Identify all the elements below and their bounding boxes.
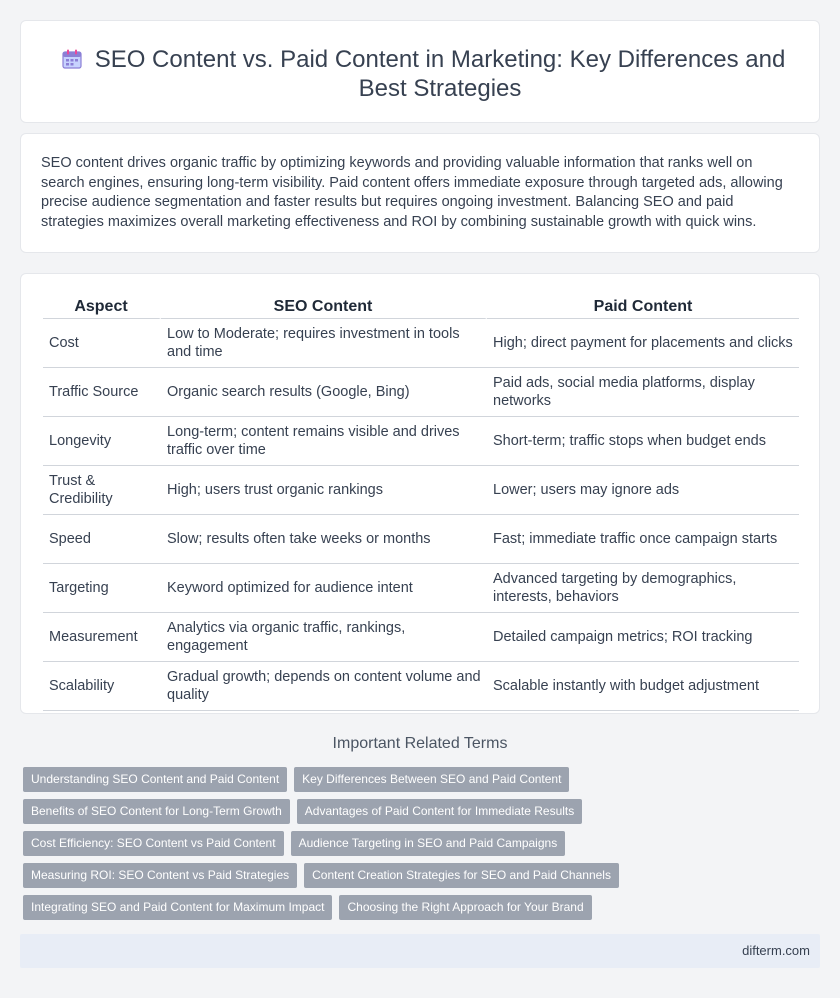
column-header-aspect: Aspect xyxy=(43,296,161,319)
related-term-tag[interactable]: Understanding SEO Content and Paid Content xyxy=(23,767,287,792)
related-term-tag[interactable]: Benefits of SEO Content for Long-Term Growth xyxy=(23,799,290,824)
cell-paid: Lower; users may ignore ads xyxy=(487,466,799,515)
cell-paid: Advanced targeting by demographics, interests, behaviors xyxy=(487,564,799,613)
related-terms-row xyxy=(23,895,823,920)
related-terms-heading: Important Related Terms xyxy=(332,735,508,752)
cell-aspect: Scalability xyxy=(43,662,161,711)
table-row xyxy=(43,564,799,613)
related-terms-list xyxy=(23,767,823,927)
cell-paid: Short-term; traffic stops when budget ends xyxy=(487,417,799,466)
cell-seo: Keyword optimized for audience intent xyxy=(161,564,487,613)
cell-seo: Analytics via organic traffic, rankings, engagement xyxy=(161,613,487,662)
related-term-tag[interactable]: Cost Efficiency: SEO Content vs Paid Content xyxy=(23,831,284,856)
table-row xyxy=(43,417,799,466)
calendar-icon xyxy=(61,48,83,70)
comparison-card xyxy=(20,273,820,714)
footer xyxy=(20,934,820,968)
related-term-tag[interactable]: Key Differences Between SEO and Paid Content xyxy=(294,767,569,792)
cell-paid: Scalable instantly with budget adjustment xyxy=(487,662,799,711)
cell-seo: High; users trust organic rankings xyxy=(161,466,487,515)
column-header-seo: SEO Content xyxy=(161,296,487,319)
related-term-tag[interactable]: Audience Targeting in SEO and Paid Campaigns xyxy=(291,831,566,856)
page-title: SEO Content vs. Paid Content in Marketing: Key Differences and Best Strategies xyxy=(94,46,786,102)
related-term-tag[interactable]: Advantages of Paid Content for Immediate Results xyxy=(297,799,582,824)
cell-seo: Gradual growth; depends on content volume and quality xyxy=(161,662,487,711)
cell-seo: Slow; results often take weeks or months xyxy=(161,515,487,564)
related-term-tag[interactable]: Integrating SEO and Paid Content for Maximum Impact xyxy=(23,895,332,920)
cell-aspect: Traffic Source xyxy=(43,368,161,417)
cell-seo: Long-term; content remains visible and drives traffic over time xyxy=(161,417,487,466)
cell-paid: High; direct payment for placements and clicks xyxy=(487,319,799,368)
related-term-tag[interactable]: Choosing the Right Approach for Your Brand xyxy=(339,895,591,920)
table-row xyxy=(43,319,799,368)
related-terms-row xyxy=(23,863,823,888)
comparison-table xyxy=(43,296,799,711)
table-row xyxy=(43,466,799,515)
intro-card xyxy=(20,133,820,253)
table-row xyxy=(43,613,799,662)
table-row xyxy=(43,368,799,417)
cell-seo: Organic search results (Google, Bing) xyxy=(161,368,487,417)
cell-aspect: Longevity xyxy=(43,417,161,466)
cell-paid: Detailed campaign metrics; ROI tracking xyxy=(487,613,799,662)
footer-site[interactable]: difterm.com xyxy=(742,943,810,958)
cell-aspect: Measurement xyxy=(43,613,161,662)
cell-seo: Low to Moderate; requires investment in tools and time xyxy=(161,319,487,368)
related-terms-row xyxy=(23,831,823,856)
cell-aspect: Trust & Credibility xyxy=(43,466,161,515)
table-row xyxy=(43,515,799,564)
related-terms-row xyxy=(23,799,823,824)
cell-aspect: Targeting xyxy=(43,564,161,613)
table-header-row xyxy=(43,296,799,319)
cell-paid: Paid ads, social media platforms, display networks xyxy=(487,368,799,417)
related-term-tag[interactable]: Content Creation Strategies for SEO and Paid Channels xyxy=(304,863,619,888)
cell-paid: Fast; immediate traffic once campaign starts xyxy=(487,515,799,564)
cell-aspect: Speed xyxy=(43,515,161,564)
related-terms-row xyxy=(23,767,823,792)
table-row xyxy=(43,662,799,711)
related-term-tag[interactable]: Measuring ROI: SEO Content vs Paid Strategies xyxy=(23,863,297,888)
cell-aspect: Cost xyxy=(43,319,161,368)
intro-paragraph: SEO content drives organic traffic by optimizing keywords and providing valuable information that ranks well on search engines, ensuring long-term visibility. Paid content offers immediate exposure through targeted ads, allowing precise audience segmentation and faster results but requires ongoing investment. Balancing SEO and paid strategies maximizes overall marketing effectiveness and ROI by combining sustainable growth with quick wins. xyxy=(41,155,783,230)
column-header-paid: Paid Content xyxy=(487,296,799,319)
title-card xyxy=(20,20,820,123)
